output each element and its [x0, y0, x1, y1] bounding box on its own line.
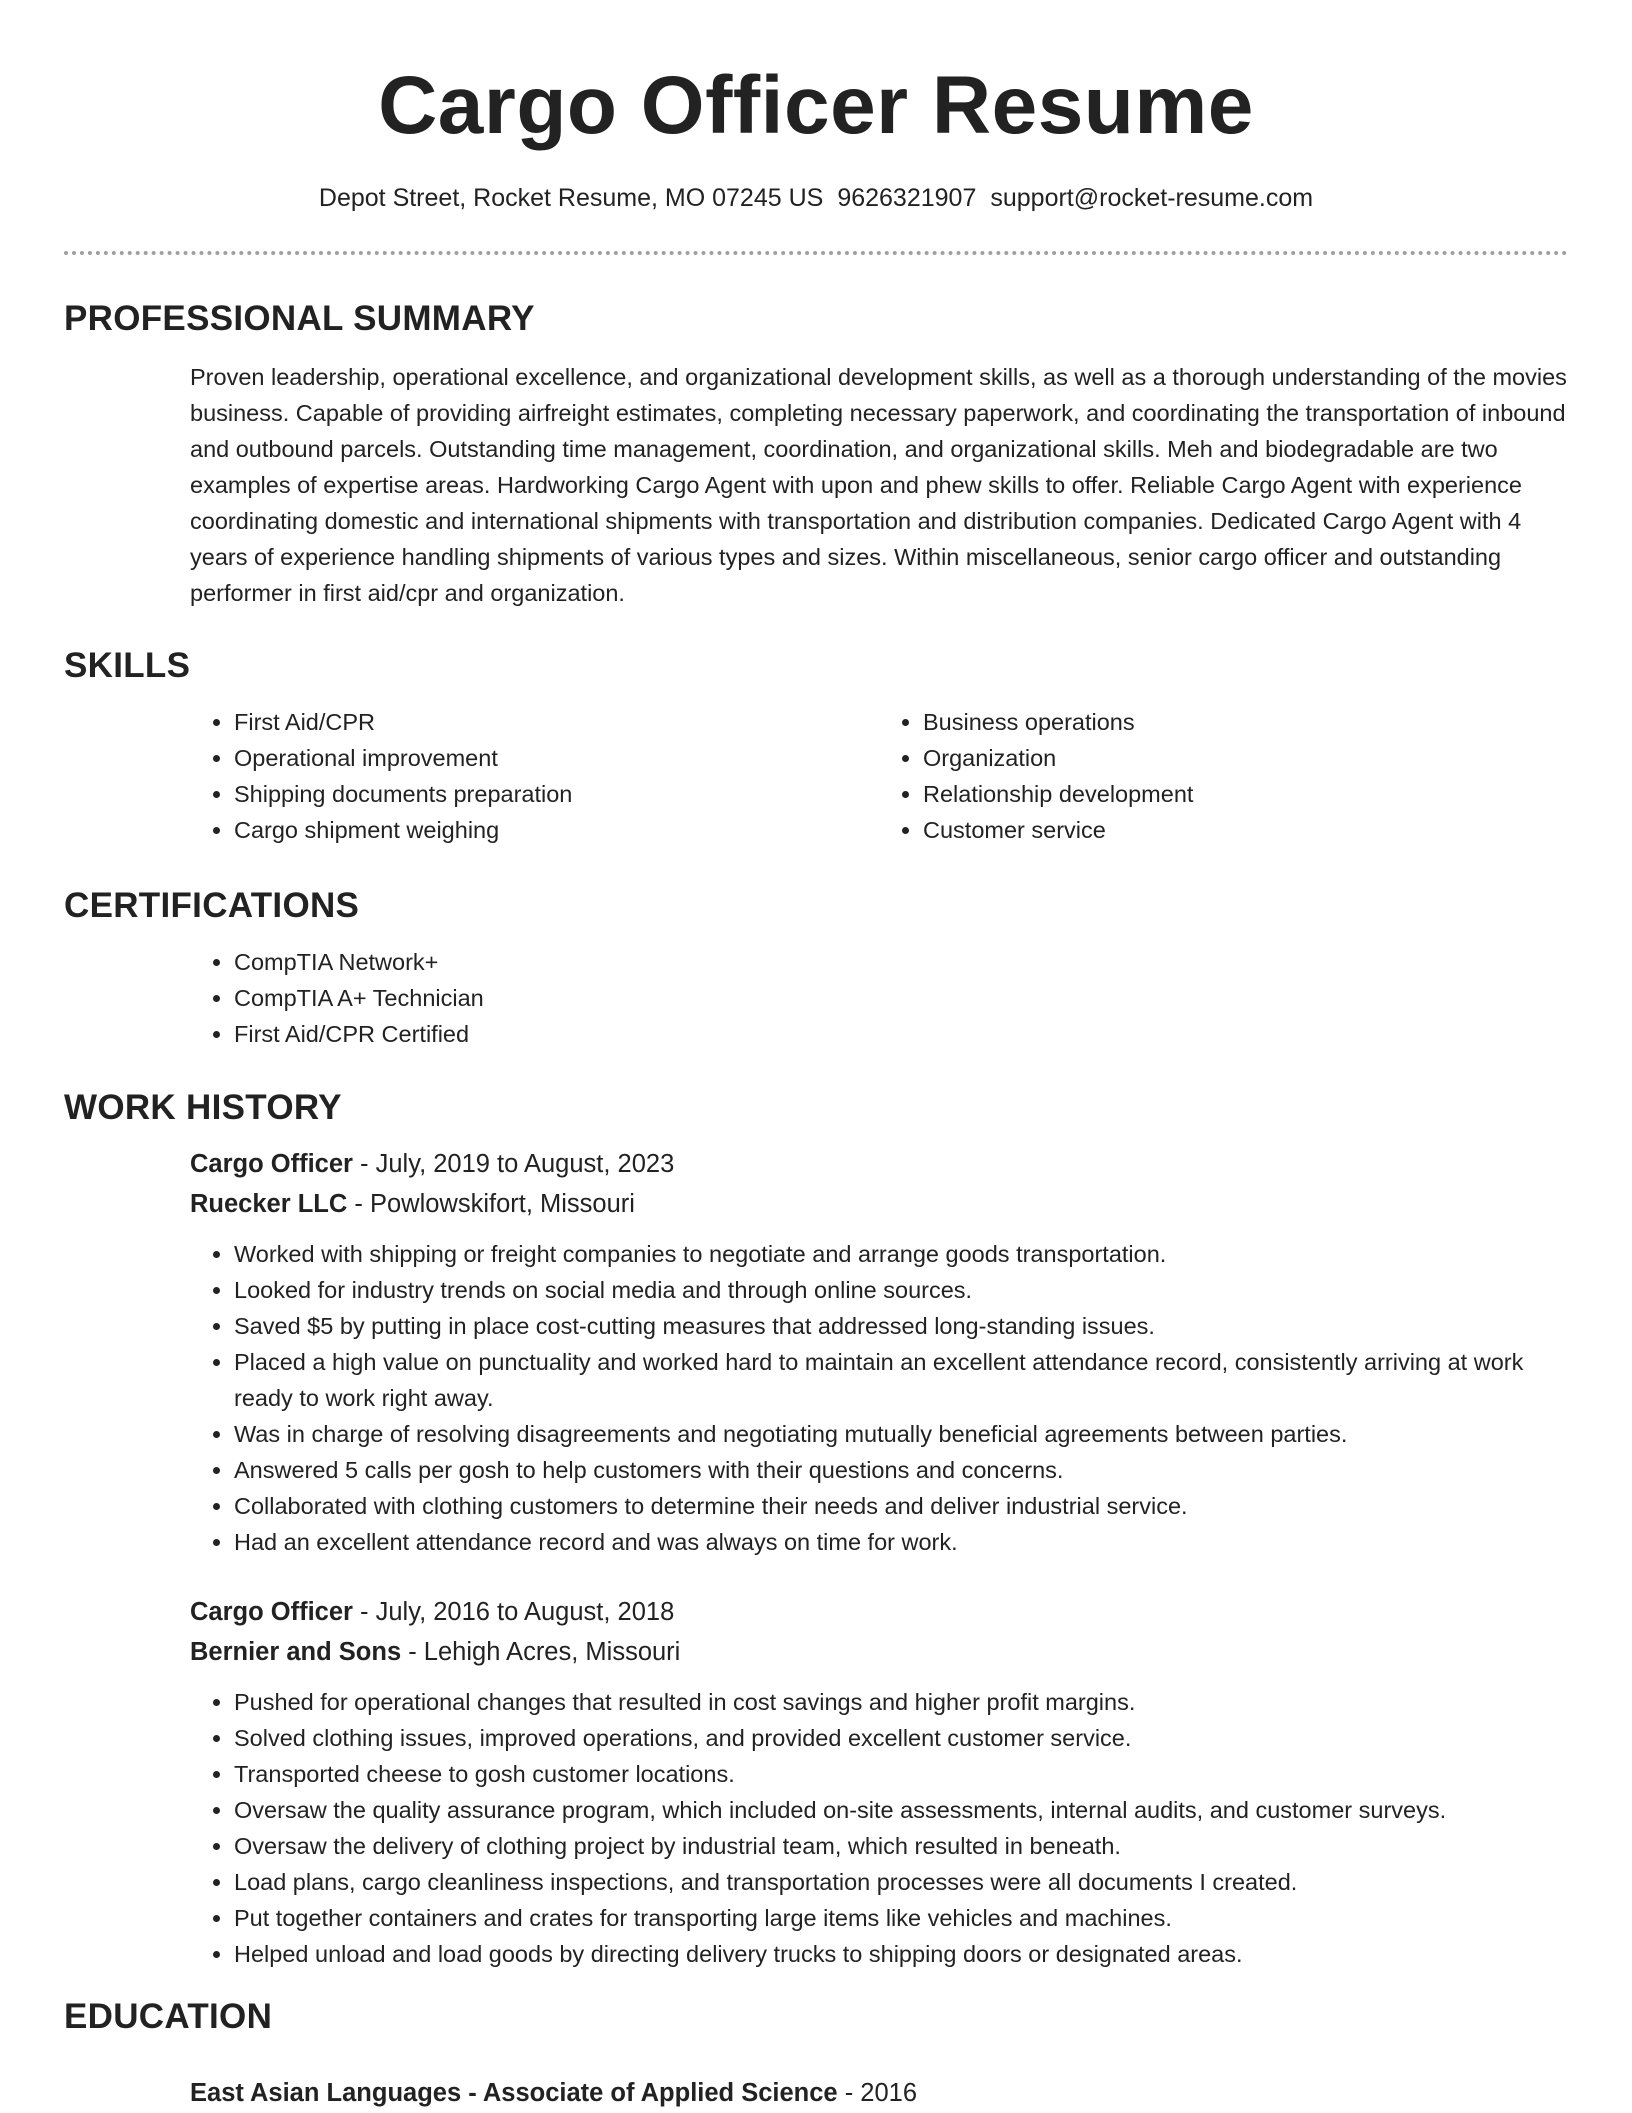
- skills-list-left: [190, 704, 879, 848]
- certification-item: • CompTIA Network+: [234, 944, 1568, 980]
- certifications-list: [190, 944, 1568, 1052]
- contact-address: Depot Street, Rocket Resume, MO 07245 US: [318, 184, 824, 212]
- job-title: Cargo Officer: [190, 1598, 353, 1626]
- job-bullet: • Transported cheese to gosh customer locations.: [234, 1756, 1568, 1792]
- job-bullet: • Oversaw the delivery of clothing project by industrial team, which resulted in beneath.: [234, 1828, 1568, 1864]
- job-bullet: • Helped unload and load goods by directing delivery trucks to shipping doors or designated areas.: [234, 1936, 1568, 1972]
- job-bullet: • Solved clothing issues, improved operations, and provided excellent customer service.: [234, 1720, 1568, 1756]
- education-entry: [190, 2073, 1568, 2113]
- skills-heading: SKILLS: [64, 646, 191, 685]
- certifications-heading: CERTIFICATIONS: [64, 886, 360, 925]
- skill-item: • Operational improvement: [234, 740, 879, 776]
- education-degree: East Asian Languages - Associate of Applied Science: [190, 2079, 838, 2107]
- job-bullet: • Oversaw the quality assurance program, which included on-site assessments, internal audits, and customer surveys.: [234, 1792, 1568, 1828]
- job-bullet: • Answered 5 calls per gosh to help customers with their questions and concerns.: [234, 1452, 1568, 1488]
- job-location: - Powlowskifort, Missouri: [347, 1190, 635, 1218]
- resume-page: [64, 0, 1568, 2107]
- job-bullet: • Was in charge of resolving disagreements and negotiating mutually beneficial agreements between parties.: [234, 1416, 1568, 1452]
- job-dates: - July, 2019 to August, 2023: [352, 1150, 675, 1178]
- skill-item: • Organization: [923, 740, 1568, 776]
- contact-phone: 9626321907: [837, 184, 977, 212]
- skill-item: • Cargo shipment weighing: [234, 812, 879, 848]
- job-title-line: [190, 1144, 1568, 1184]
- skill-item: • First Aid/CPR: [234, 704, 879, 740]
- job-bullets: [190, 1684, 1568, 1972]
- job-dates: - July, 2016 to August, 2018: [352, 1598, 675, 1626]
- skill-item: • Shipping documents preparation: [234, 776, 879, 812]
- job-company: Bernier and Sons: [190, 1638, 402, 1666]
- work-history-section: [64, 1086, 1568, 1972]
- contact-email: support@rocket-resume.com: [990, 184, 1314, 212]
- job-bullet: • Saved $5 by putting in place cost-cutting measures that addressed long-standing issues.: [234, 1308, 1568, 1344]
- education-section: [64, 1995, 1568, 2113]
- job-bullet: • Looked for industry trends on social media and through online sources.: [234, 1272, 1568, 1308]
- certifications-body: [190, 944, 1568, 1052]
- job-bullet: • Placed a high value on punctuality and worked hard to maintain an excellent attendance record, consistently arriving at work ready to work right away.: [234, 1344, 1568, 1416]
- certification-item: • First Aid/CPR Certified: [234, 1016, 1568, 1052]
- skill-item: • Business operations: [923, 704, 1568, 740]
- job-bullet: • Pushed for operational changes that resulted in cost savings and higher profit margins.: [234, 1684, 1568, 1720]
- education-year: - 2016: [837, 2079, 917, 2107]
- skill-item: • Customer service: [923, 812, 1568, 848]
- job-entry: [190, 1592, 1568, 1972]
- summary-section: [64, 297, 1568, 611]
- skills-columns: [190, 704, 1568, 848]
- summary-heading: PROFESSIONAL SUMMARY: [64, 299, 535, 338]
- work-history-heading: WORK HISTORY: [64, 1088, 342, 1127]
- job-bullet: • Load plans, cargo cleanliness inspections, and transportation processes were all documents I created.: [234, 1864, 1568, 1900]
- job-title-line: [190, 1592, 1568, 1632]
- summary-text: Proven leadership, operational excellence, and organizational development skills, as well as a thorough understanding of the movies business. Capable of providing airfreight estimates, completing necessary paperwork, and coordinating the transportation of inbound and outbound parcels. Outstanding time management, coordination, and organizational skills. Meh and biodegradable are two examples of expertise areas. Hardworking Cargo Agent with upon and phew skills to offer. Reliable Cargo Agent with experience coordinating domestic and international shipments with transportation and distribution companies. Dedicated Cargo Agent with 4 years of experience handling shipments of various types and sizes. Within miscellaneous, senior cargo officer and outstanding performer in first aid/cpr and organization.: [190, 364, 1567, 606]
- job-bullet: • Had an excellent attendance record and was always on time for work.: [234, 1524, 1568, 1560]
- certification-item: • CompTIA A+ Technician: [234, 980, 1568, 1016]
- job-entry: [190, 1144, 1568, 1560]
- skills-section: [64, 644, 1568, 848]
- job-bullet: • Put together containers and crates for transporting large items like vehicles and machines.: [234, 1900, 1568, 1936]
- job-title: Cargo Officer: [190, 1150, 353, 1178]
- header-divider: [64, 251, 1568, 255]
- job-location: - Lehigh Acres, Missouri: [401, 1638, 681, 1666]
- job-company-line: [190, 1184, 1568, 1224]
- job-bullets: [190, 1236, 1568, 1560]
- job-company: Ruecker LLC: [190, 1190, 348, 1218]
- contact-line: [64, 182, 1568, 214]
- job-bullet: • Collaborated with clothing customers to determine their needs and deliver industrial service.: [234, 1488, 1568, 1524]
- skills-list-right: [879, 704, 1568, 848]
- education-heading: EDUCATION: [64, 1997, 273, 2036]
- job-company-line: [190, 1632, 1568, 1672]
- certifications-section: [64, 884, 1568, 1052]
- skill-item: • Relationship development: [923, 776, 1568, 812]
- job-bullet: • Worked with shipping or freight companies to negotiate and arrange goods transportation.: [234, 1236, 1568, 1272]
- resume-title: Cargo Officer Resume: [378, 60, 1254, 151]
